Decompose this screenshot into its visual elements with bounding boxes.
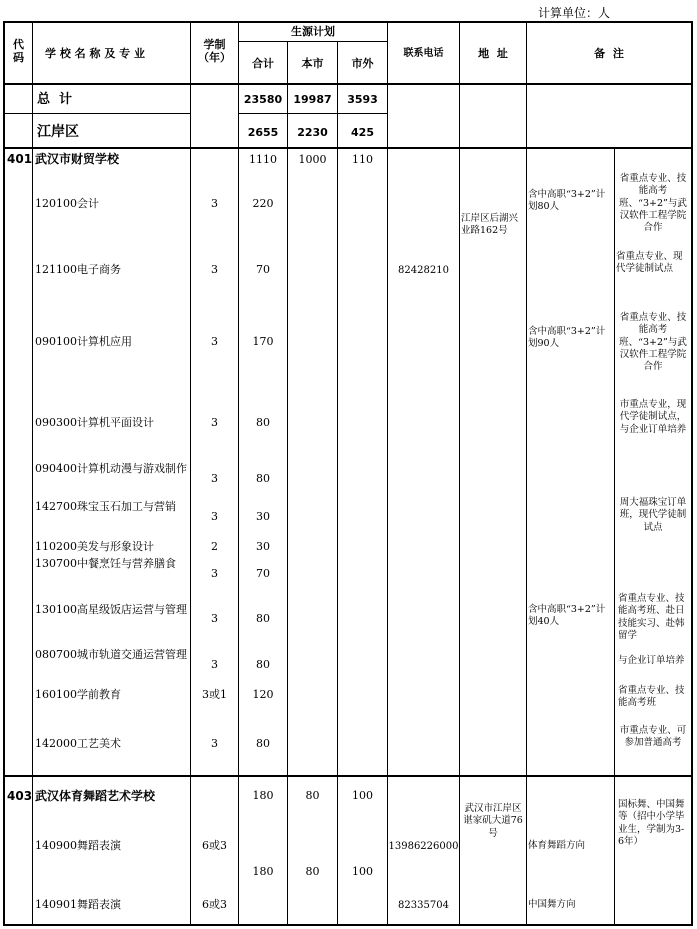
hline-header: [5, 83, 691, 85]
major-total: 70: [256, 263, 270, 276]
major-note: 周大福珠宝订单班，现代学徒制试点: [619, 497, 687, 533]
major-phone: 82335704: [398, 900, 449, 911]
major-name: 130700中餐烹饪与营养膳食: [35, 557, 176, 570]
school-name: 武汉体育舞蹈艺术学校: [35, 789, 156, 803]
major-years: 3: [211, 197, 218, 210]
major-remark: 含中高职“3+2”计划40人: [528, 604, 606, 628]
header-years: 学制 （年）: [198, 38, 231, 64]
major-note: 省重点专业、技能高考班: [618, 685, 685, 709]
grand-total-label: 总 计: [37, 92, 73, 107]
hline-plan: [238, 41, 388, 42]
major-note: 省重点专业、技能高考班、“3+2”与武汉软件工程学院合作: [619, 173, 687, 234]
major-total: 30: [256, 540, 270, 553]
major-name: 142700珠宝玉石加工与营销: [35, 500, 176, 513]
header-plan: 生源计划: [291, 25, 335, 38]
major-years: 6或3: [202, 898, 227, 911]
header-code: 代 码: [13, 38, 24, 64]
school-code: 401: [7, 152, 33, 166]
district-local-value: 2230: [297, 126, 328, 139]
grand-outside-value: 3593: [347, 93, 378, 106]
major-phone: 13986226000: [388, 841, 459, 852]
school-outside: 110: [352, 153, 373, 166]
major-name: 140901舞蹈表演: [35, 898, 121, 911]
major-note: 市重点专业、可参加普通高考: [619, 725, 687, 749]
major-years: 3: [211, 510, 218, 523]
major-name: 110200美发与形象设计: [35, 540, 154, 553]
district-total-value: 2655: [247, 126, 279, 139]
header-local: 本市: [301, 57, 324, 70]
school-total: 180: [252, 789, 274, 802]
major-years: 3: [211, 567, 218, 580]
header-address: 地 址: [478, 47, 508, 60]
unit-label: 计算单位：人: [538, 6, 611, 20]
major-note: 省重点专业、技能高考班、“3+2”与武汉软件工程学院合作: [619, 312, 687, 373]
major-years: 3: [211, 737, 218, 750]
vline-phone: [459, 23, 460, 926]
major-total: 180: [252, 865, 274, 878]
vline-address: [526, 23, 527, 926]
vline-remark-split: [614, 148, 615, 926]
major-total: 120: [252, 688, 274, 701]
school-local: 1000: [298, 153, 327, 166]
major-name: 142000工艺美术: [35, 737, 121, 750]
major-total: 30: [256, 510, 270, 523]
major-name: 120100会计: [35, 197, 99, 210]
major-remark: 体育舞蹈方向: [528, 840, 586, 851]
major-name: 130100高星级饭店运营与管理: [35, 603, 187, 616]
school-outside: 100: [352, 789, 373, 802]
school-phone: 82428210: [398, 265, 449, 276]
major-remark: 含中高职“3+2”计划90人: [528, 326, 606, 350]
enrollment-table: [3, 21, 693, 926]
major-note: 省重点专业、现代学徒制试点: [616, 251, 683, 275]
school-address: 江岸区后湖兴业路162号: [461, 213, 519, 237]
major-total: 220: [252, 197, 274, 210]
school-name: 武汉市财贸学校: [35, 152, 120, 166]
major-note: 与企业订单培养: [618, 655, 685, 666]
major-total: 70: [256, 567, 270, 580]
header-total: 合计: [252, 57, 274, 70]
hline-grand: [5, 113, 191, 114]
header-outside: 市外: [351, 57, 374, 70]
major-years: 2: [211, 540, 218, 553]
major-total: 80: [256, 658, 270, 671]
major-outside: 100: [352, 865, 373, 878]
major-years: 6或3: [202, 839, 227, 852]
major-years: 3: [211, 612, 218, 625]
school-address: 武汉市江岸区谌家矶大道76号: [463, 803, 523, 839]
major-years: 3: [211, 472, 218, 485]
major-years: 3: [211, 416, 218, 429]
major-total: 80: [256, 416, 270, 429]
hline-grand-b: [238, 113, 388, 114]
school-note: 国标舞、中国舞等（招中小学毕业生，学制为3-6年）: [618, 799, 685, 848]
major-years: 3: [211, 263, 218, 276]
major-name: 140900舞蹈表演: [35, 839, 121, 852]
major-name: 090400计算机动漫与游戏制作: [35, 462, 187, 475]
major-note: 省重点专业、技能高考班、赴日技能实习、赴韩留学: [618, 593, 685, 642]
district-outside-value: 425: [351, 126, 374, 139]
major-note: 市重点专业，现代学徒制试点，与企业订单培养: [619, 399, 687, 435]
major-years: 3: [211, 658, 218, 671]
school-code: 403: [7, 789, 33, 803]
grand-local-value: 19987: [293, 93, 332, 106]
major-total: 80: [256, 472, 270, 485]
major-local: 80: [305, 865, 320, 878]
major-name: 080700城市轨道交通运营管理: [35, 648, 187, 661]
major-name: 090300计算机平面设计: [35, 416, 154, 429]
major-name: 160100学前教育: [35, 688, 121, 701]
major-name: 090100计算机应用: [35, 335, 132, 348]
major-total: 80: [256, 612, 270, 625]
hline-district: [5, 147, 691, 149]
header-phone: 联系电话: [403, 48, 444, 59]
header-school: 学 校 名 称 及 专 业: [45, 47, 145, 60]
major-total: 80: [256, 737, 270, 750]
vline-outside: [387, 23, 388, 926]
major-remark: 含中高职“3+2”计划80人: [528, 189, 606, 213]
major-years: 3或1: [202, 688, 227, 701]
hline-school2: [5, 775, 691, 777]
major-name: 121100电子商务: [35, 263, 121, 276]
district-label: 江岸区: [37, 124, 79, 140]
school-local: 80: [305, 789, 320, 802]
vline-code: [32, 23, 33, 926]
major-years: 3: [211, 335, 218, 348]
school-total: 1110: [249, 153, 277, 166]
header-remark: 备 注: [594, 47, 624, 60]
grand-total-value: 23580: [243, 93, 283, 106]
major-remark: 中国舞方向: [528, 899, 576, 910]
major-total: 170: [252, 335, 274, 348]
